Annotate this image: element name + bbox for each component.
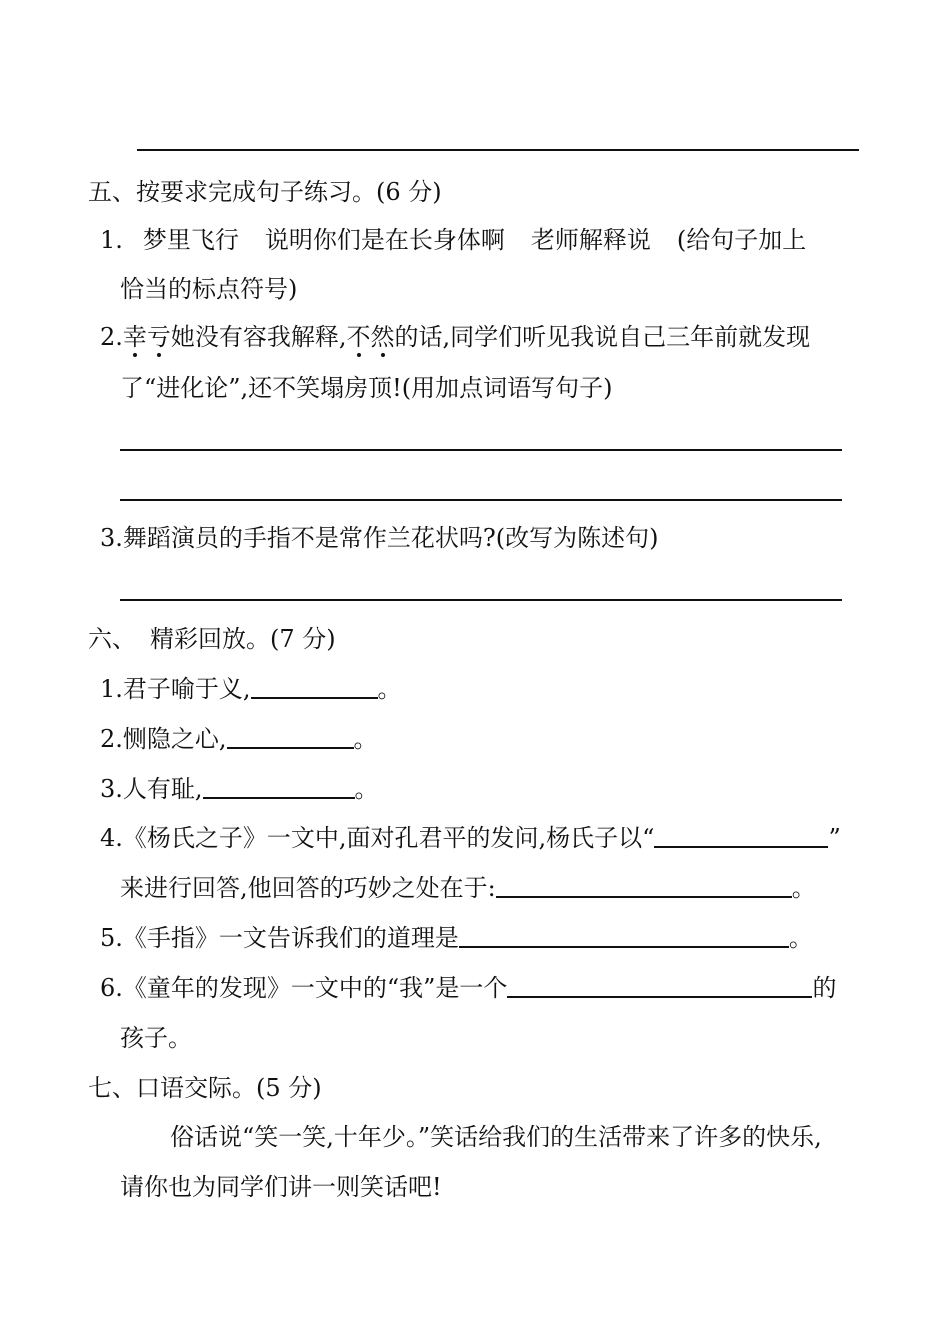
s5-q2-num: 2. — [100, 323, 123, 351]
section5-heading: 五、按要求完成句子练习。(6 分) — [88, 178, 442, 206]
fill-blank-q2[interactable] — [227, 725, 354, 749]
s6-q1-end: 。 — [377, 675, 402, 703]
s6-q6-end: 的 — [812, 974, 837, 1002]
fill-blank-q1[interactable] — [251, 675, 378, 699]
section7-paragraph-1: 俗话说“笑一笑,十年少。”笑话给我们的生活带来了许多的快乐, — [170, 1123, 822, 1151]
s6-q3-text: 3.人有耻, — [100, 775, 203, 803]
s5-q2-text-b: 的话,同学们听见我说自己三年前就发现 — [394, 323, 811, 351]
dotted-char-2: 亏 — [146, 323, 171, 351]
s5-q1-line2: 恰当的标点符号) — [120, 275, 298, 303]
dotted-char-4: 然 — [370, 323, 395, 351]
answer-line-top[interactable] — [137, 149, 859, 151]
dotted-char-3: 不 — [346, 323, 371, 351]
section6-heading-num: 六、 — [88, 625, 136, 653]
s5-q1-line1 — [100, 224, 806, 256]
s6-q5-text: 5.《手指》一文告诉我们的道理是 — [100, 924, 459, 952]
section6-heading-text: 精彩回放。(7 分) — [150, 625, 336, 653]
s6-q5 — [100, 922, 813, 954]
s6-q6-line2: 孩子。 — [120, 1024, 192, 1052]
s5-q3: 3.舞蹈演员的手指不是常作兰花状吗?(改写为陈述句) — [100, 524, 659, 552]
fill-blank-q5[interactable] — [459, 924, 789, 948]
fill-blank-q6[interactable] — [507, 974, 812, 998]
s6-q4-close-quote: ” — [828, 824, 841, 852]
s6-q4-text-2: 来进行回答,他回答的巧妙之处在于: — [120, 874, 496, 902]
s6-q1-text: 1.君子喻于义, — [100, 675, 251, 703]
answer-line-q2-b[interactable] — [120, 499, 842, 501]
fill-blank-q3[interactable] — [203, 775, 355, 799]
s5-q2-text-a: 她没有容我解释, — [170, 323, 347, 351]
fill-blank-q4-b[interactable] — [496, 874, 792, 898]
s6-q3-end: 。 — [354, 775, 379, 803]
section7-paragraph-2: 请你也为同学们讲一则笑话吧! — [120, 1173, 442, 1201]
s6-q2-text: 2.恻隐之心, — [100, 725, 227, 753]
s6-q2 — [100, 723, 378, 755]
s5-q2-line1 — [100, 321, 810, 353]
section6-heading — [88, 623, 336, 655]
s6-q2-end: 。 — [353, 725, 378, 753]
answer-line-q3[interactable] — [120, 599, 842, 601]
s6-q3 — [100, 773, 379, 805]
s5-q1-phrase1: 梦里飞行 — [142, 226, 239, 254]
s6-q6-line1 — [100, 972, 836, 1004]
answer-line-q2-a[interactable] — [120, 449, 842, 451]
s5-q1-num: 1. — [100, 226, 123, 254]
s6-q1 — [100, 673, 402, 705]
s5-q1-phrase3: 老师解释说 — [530, 226, 651, 254]
section7-heading: 七、口语交际。(5 分) — [88, 1074, 322, 1102]
s5-q2-line2: 了“进化论”,还不笑塌房顶!(用加点词语写句子) — [120, 374, 613, 402]
s6-q6-text: 6.《童年的发现》一文中的“我”是一个 — [100, 974, 508, 1002]
s6-q4-end: 。 — [791, 874, 816, 902]
s6-q4-text: 4.《杨氏之子》一文中,面对孔君平的发问,杨氏子以“ — [100, 824, 655, 852]
s6-q4-line1 — [100, 822, 841, 854]
dotted-char-1: 幸 — [122, 323, 147, 351]
fill-blank-q4-a[interactable] — [654, 824, 828, 848]
s5-q1-phrase2: 说明你们是在长身体啊 — [264, 226, 505, 254]
s6-q4-line2 — [120, 872, 816, 904]
s5-q1-instruction: (给句子加上 — [676, 226, 807, 254]
s6-q5-end: 。 — [788, 924, 813, 952]
